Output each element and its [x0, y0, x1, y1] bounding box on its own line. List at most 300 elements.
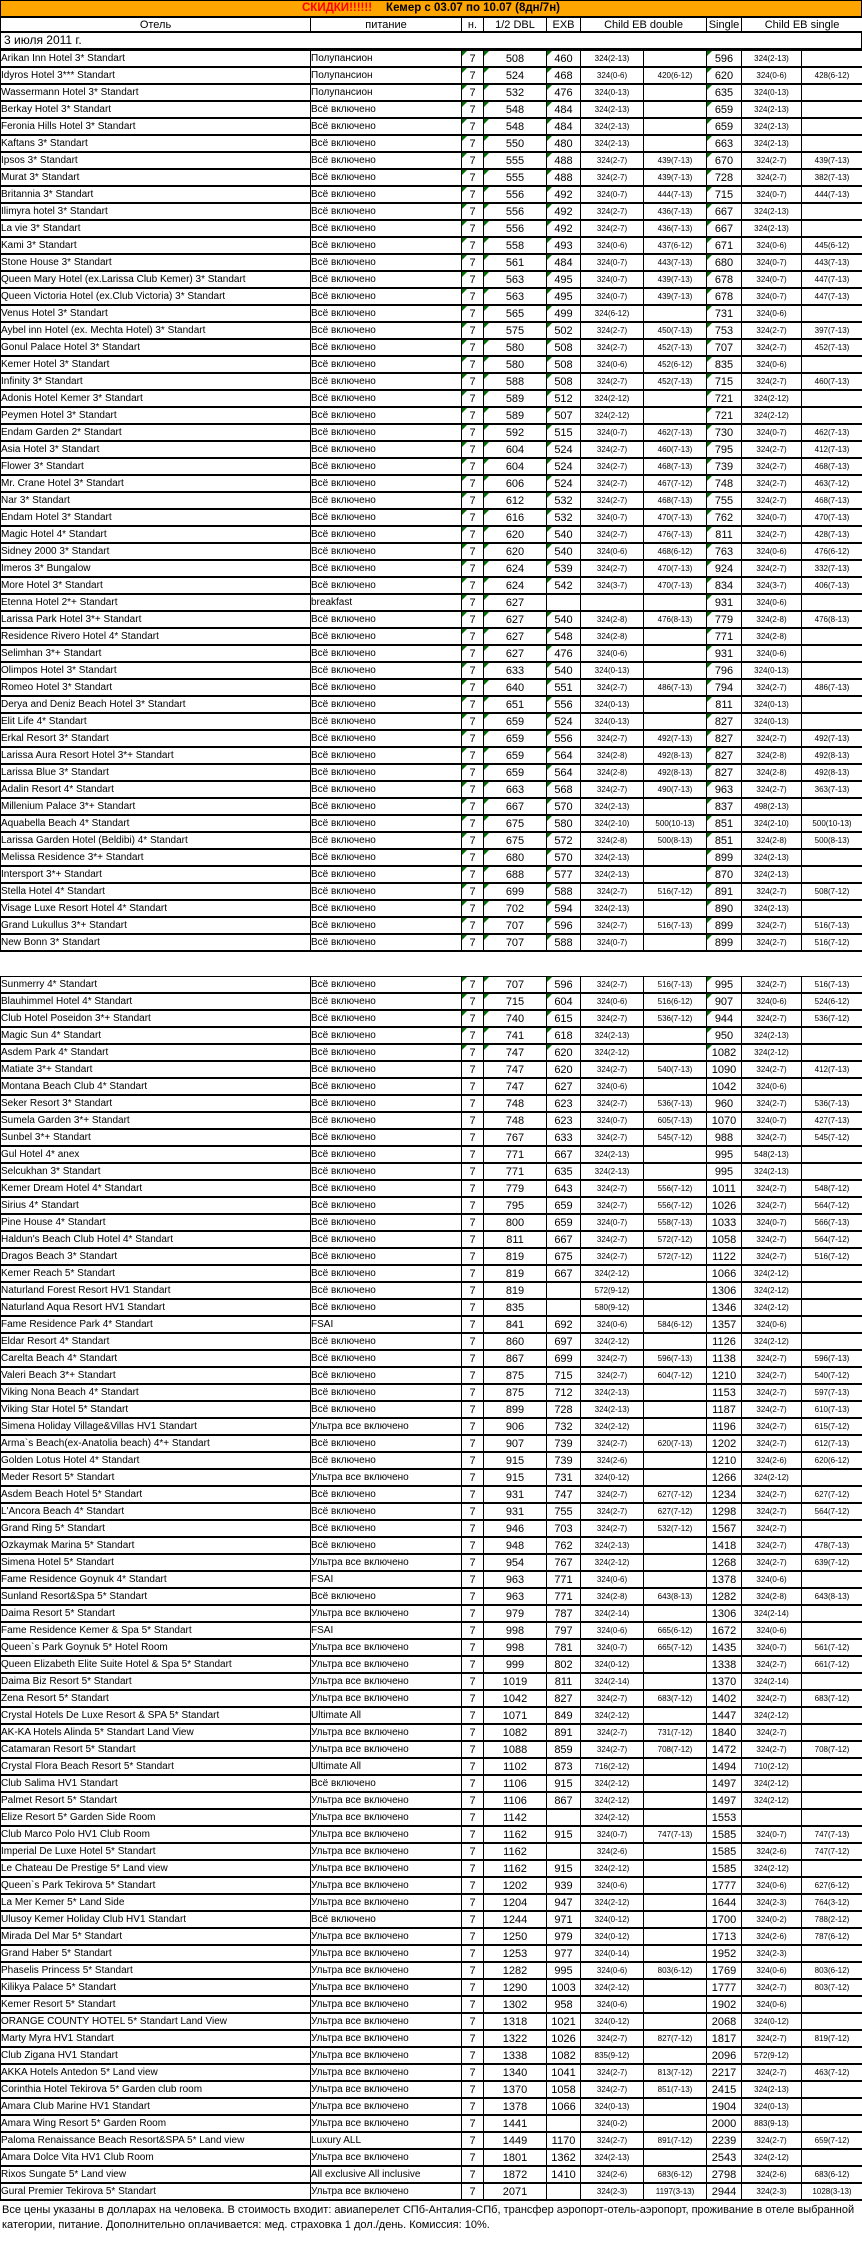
cell-meal: Всё включено: [311, 1112, 462, 1129]
cell-child-sgl-1: 324(2-7): [742, 475, 802, 492]
cell-child-sgl-1: 324(2-13): [742, 849, 802, 866]
cell-meal: Ультра все включено: [311, 2047, 462, 2064]
cell-half-dbl: 771: [484, 1146, 547, 1163]
table-row: [1, 67, 862, 84]
cell-corner-marker-icon: [484, 85, 489, 90]
cell-corner-marker-icon: [707, 816, 712, 821]
cell-exb: 508: [547, 339, 581, 356]
cell-meal: Всё включено: [311, 1129, 462, 1146]
cell-single: 944: [707, 1010, 742, 1027]
cell-child-sgl-2: [802, 118, 862, 135]
table-row: [1, 645, 862, 662]
cell-exb: 484: [547, 254, 581, 271]
cell-exb: 643: [547, 1180, 581, 1197]
cell-child-dbl-1: 324(2-7): [581, 2132, 644, 2149]
cell-exb: 867: [547, 1792, 581, 1809]
cell-nights: 7: [462, 1622, 484, 1639]
cell-child-sgl-2: [802, 1027, 862, 1044]
cell-half-dbl: 915: [484, 1469, 547, 1486]
cell-child-dbl-2: [644, 1571, 707, 1588]
cell-corner-marker-icon: [707, 306, 712, 311]
cell-child-sgl-1: 324(0-7): [742, 254, 802, 271]
cell-single: 1266: [707, 1469, 742, 1486]
cell-child-dbl-2: 627(7-12): [644, 1486, 707, 1503]
cell-corner-marker-icon: [547, 204, 552, 209]
cell-meal: Всё включено: [311, 781, 462, 798]
cell-half-dbl: 627: [484, 611, 547, 628]
cell-single: 1777: [707, 1877, 742, 1894]
table-row: [1, 543, 862, 560]
cell-half-dbl: 651: [484, 696, 547, 713]
cell-single: 995: [707, 1146, 742, 1163]
cell-meal: Ультра все включено: [311, 1843, 462, 1860]
cell-corner-marker-icon: [484, 833, 489, 838]
cell-single: 1268: [707, 1554, 742, 1571]
cell-corner-marker-icon: [462, 782, 467, 787]
cell-child-dbl-2: 492(8-13): [644, 747, 707, 764]
table-row: [1, 1894, 862, 1911]
cell-child-dbl-1: 324(2-13): [581, 51, 644, 68]
cell-child-sgl-2: 468(7-13): [802, 492, 862, 509]
cell-child-sgl-1: [742, 1809, 802, 1826]
cell-child-dbl-1: 324(2-7): [581, 2081, 644, 2098]
cell-child-sgl-2: 536(7-13): [802, 1095, 862, 1112]
cell-corner-marker-icon: [547, 901, 552, 906]
cell-child-sgl-2: 819(7-12): [802, 2030, 862, 2047]
cell-half-dbl: 1142: [484, 1809, 547, 1826]
table-row: [1, 424, 862, 441]
cell-exb: 556: [547, 696, 581, 713]
cell-hotel: Golden Lotus Hotel 4* Standart: [1, 1452, 311, 1469]
cell-exb: 635: [547, 1163, 581, 1180]
table-row: [1, 152, 862, 169]
cell-nights: 7: [462, 2047, 484, 2064]
cell-child-sgl-1: 324(2-13): [742, 1163, 802, 1180]
cell-child-dbl-2: 470(7-13): [644, 577, 707, 594]
cell-single: 1585: [707, 1860, 742, 1877]
cell-child-sgl-2: [802, 1996, 862, 2013]
cell-corner-marker-icon: [484, 527, 489, 532]
cell-hotel: Kemer Hotel 3* Standart: [1, 356, 311, 373]
table-row: [1, 51, 862, 68]
cell-child-dbl-2: 683(7-12): [644, 1690, 707, 1707]
cell-meal: Всё включено: [311, 1775, 462, 1792]
table-row: [1, 1571, 862, 1588]
cell-corner-marker-icon: [484, 102, 489, 107]
cell-child-dbl-1: 324(2-13): [581, 1027, 644, 1044]
cell-child-sgl-2: [802, 1299, 862, 1316]
cell-exb: 915: [547, 1860, 581, 1877]
cell-meal: Всё включено: [311, 1435, 462, 1452]
cell-child-sgl-2: [802, 1469, 862, 1486]
cell-exb: 499: [547, 305, 581, 322]
cell-half-dbl: 1071: [484, 1707, 547, 1724]
cell-child-dbl-1: 835(9-12): [581, 2047, 644, 2064]
cell-exb: 873: [547, 1758, 581, 1775]
cell-exb: 827: [547, 1690, 581, 1707]
cell-child-dbl-2: 468(7-13): [644, 458, 707, 475]
cell-child-dbl-2: 556(7-12): [644, 1197, 707, 1214]
cell-child-dbl-2: [644, 1792, 707, 1809]
cell-child-dbl-2: 813(7-12): [644, 2064, 707, 2081]
cell-child-dbl-1: 324(2-7): [581, 322, 644, 339]
cell-corner-marker-icon: [462, 595, 467, 600]
cell-corner-marker-icon: [484, 204, 489, 209]
cell-corner-marker-icon: [707, 340, 712, 345]
cell-corner-marker-icon: [707, 663, 712, 668]
cell-child-sgl-2: [802, 1809, 862, 1826]
cell-child-sgl-1: 324(0-6): [742, 237, 802, 254]
cell-child-sgl-2: 452(7-13): [802, 339, 862, 356]
cell-child-dbl-1: 324(0-12): [581, 1656, 644, 1673]
cell-child-sgl-2: 397(7-13): [802, 322, 862, 339]
cell-child-sgl-1: 324(3-7): [742, 577, 802, 594]
table-row: [1, 1911, 862, 1928]
col-header-single: Single: [707, 18, 742, 33]
cell-child-sgl-2: [802, 2115, 862, 2132]
cell-child-dbl-2: [644, 1163, 707, 1180]
cell-corner-marker-icon: [462, 153, 467, 158]
cell-child-dbl-2: 476(7-13): [644, 526, 707, 543]
cell-corner-marker-icon: [484, 425, 489, 430]
cell-single: 2068: [707, 2013, 742, 2030]
cell-meal: Всё включено: [311, 1350, 462, 1367]
cell-meal: Всё включено: [311, 764, 462, 781]
table-row: [1, 866, 862, 883]
cell-child-dbl-1: 324(2-8): [581, 764, 644, 781]
cell-hotel: Britannia 3* Standart: [1, 186, 311, 203]
cell-child-dbl-1: 324(2-7): [581, 2030, 644, 2047]
table-row: [1, 1180, 862, 1197]
cell-child-sgl-2: 615(7-12): [802, 1418, 862, 1435]
cell-exb: 802: [547, 1656, 581, 1673]
cell-child-dbl-1: 324(0-6): [581, 993, 644, 1010]
cell-exb: 667: [547, 1231, 581, 1248]
cell-child-dbl-2: [644, 1027, 707, 1044]
cell-exb: 971: [547, 1911, 581, 1928]
cell-corner-marker-icon: [547, 476, 552, 481]
cell-half-dbl: 627: [484, 628, 547, 645]
cell-half-dbl: 1338: [484, 2047, 547, 2064]
cell-child-sgl-1: 324(2-12): [742, 1299, 802, 1316]
cell-child-sgl-1: 324(2-13): [742, 101, 802, 118]
cell-corner-marker-icon: [462, 578, 467, 583]
cell-hotel: Catamaran Resort 5* Standart: [1, 1741, 311, 1758]
cell-nights: 7: [462, 1027, 484, 1044]
cell-half-dbl: 680: [484, 849, 547, 866]
cell-child-sgl-1: 324(2-12): [742, 1707, 802, 1724]
cell-child-dbl-2: 439(7-13): [644, 169, 707, 186]
cell-half-dbl: 663: [484, 781, 547, 798]
table-row: [1, 1418, 862, 1435]
table-row: [1, 1129, 862, 1146]
cell-half-dbl: 906: [484, 1418, 547, 1435]
cell-child-sgl-1: 324(2-7): [742, 169, 802, 186]
cell-child-dbl-2: [644, 1860, 707, 1877]
cell-corner-marker-icon: [484, 340, 489, 345]
cell-child-dbl-1: 324(2-7): [581, 1231, 644, 1248]
cell-child-sgl-2: [802, 1282, 862, 1299]
cell-corner-marker-icon: [707, 476, 712, 481]
cell-corner-marker-icon: [484, 221, 489, 226]
cell-exb: [547, 594, 581, 611]
cell-hotel: Paloma Renaissance Beach Resort&SPA 5* Land view: [1, 2132, 311, 2149]
cell-child-dbl-1: 324(0-7): [581, 934, 644, 951]
cell-half-dbl: 1872: [484, 2166, 547, 2183]
cell-corner-marker-icon: [707, 629, 712, 634]
cell-child-sgl-2: [802, 1146, 862, 1163]
cell-single: 1817: [707, 2030, 742, 2047]
cell-half-dbl: 875: [484, 1367, 547, 1384]
cell-meal: Всё включено: [311, 1197, 462, 1214]
cell-single: 1494: [707, 1758, 742, 1775]
cell-hotel: Grand Ring 5* Standart: [1, 1520, 311, 1537]
cell-meal: Всё включено: [311, 1095, 462, 1112]
table-row: [1, 1299, 862, 1316]
cell-single: 2944: [707, 2183, 742, 2200]
cell-child-sgl-2: 478(7-13): [802, 1537, 862, 1554]
cell-child-sgl-2: [802, 1945, 862, 1962]
table-row: [1, 101, 862, 118]
cell-hotel: Fame Residence Park 4* Standart: [1, 1316, 311, 1333]
cell-half-dbl: 640: [484, 679, 547, 696]
cell-child-dbl-1: 324(0-7): [581, 424, 644, 441]
cell-exb: 484: [547, 118, 581, 135]
cell-child-dbl-1: 324(0-7): [581, 1214, 644, 1231]
cell-child-dbl-1: 324(2-7): [581, 475, 644, 492]
cell-child-sgl-1: 324(2-7): [742, 373, 802, 390]
cell-child-dbl-2: [644, 1843, 707, 1860]
cell-exb: 493: [547, 237, 581, 254]
cell-corner-marker-icon: [547, 119, 552, 124]
cell-child-dbl-2: 627(7-12): [644, 1503, 707, 1520]
cell-meal: Всё включено: [311, 628, 462, 645]
cell-single: 1066: [707, 1265, 742, 1282]
table-row: [1, 662, 862, 679]
cell-child-dbl-1: 324(2-7): [581, 1486, 644, 1503]
cell-corner-marker-icon: [547, 289, 552, 294]
cell-child-dbl-1: 324(2-7): [581, 1520, 644, 1537]
cell-hotel: Flower 3* Standart: [1, 458, 311, 475]
cell-nights: 7: [462, 203, 484, 220]
cell-nights: 7: [462, 2081, 484, 2098]
cell-child-dbl-2: [644, 135, 707, 152]
cell-child-dbl-2: [644, 1656, 707, 1673]
cell-corner-marker-icon: [462, 680, 467, 685]
cell-single: 1058: [707, 1231, 742, 1248]
cell-child-dbl-1: 324(2-7): [581, 1197, 644, 1214]
cell-corner-marker-icon: [484, 748, 489, 753]
cell-hotel: Matiate 3*+ Standart: [1, 1061, 311, 1078]
cell-nights: 7: [462, 254, 484, 271]
cell-exb: 460: [547, 51, 581, 68]
cell-corner-marker-icon: [462, 391, 467, 396]
cell-half-dbl: 675: [484, 832, 547, 849]
cell-child-sgl-2: 747(7-12): [802, 1843, 862, 1860]
cell-meal: Всё включено: [311, 815, 462, 832]
cell-nights: 7: [462, 781, 484, 798]
cell-corner-marker-icon: [547, 697, 552, 702]
cell-corner-marker-icon: [484, 510, 489, 515]
cell-child-dbl-1: 324(0-12): [581, 2013, 644, 2030]
cell-nights: 7: [462, 645, 484, 662]
block-gap: [0, 952, 862, 976]
cell-hotel: Derya and Deniz Beach Hotel 3* Standart: [1, 696, 311, 713]
cell-meal: Всё включено: [311, 1180, 462, 1197]
cell-exb: 615: [547, 1010, 581, 1027]
cell-corner-marker-icon: [547, 357, 552, 362]
cell-meal: Всё включено: [311, 934, 462, 951]
cell-single: 988: [707, 1129, 742, 1146]
cell-child-sgl-2: 548(7-12): [802, 1180, 862, 1197]
cell-child-sgl-1: 324(2-7): [742, 1384, 802, 1401]
table-row: [1, 441, 862, 458]
table-row: [1, 696, 862, 713]
cell-hotel: Kaftans 3* Standart: [1, 135, 311, 152]
cell-child-sgl-2: 447(7-13): [802, 288, 862, 305]
cell-exb: 620: [547, 1061, 581, 1078]
cell-corner-marker-icon: [462, 85, 467, 90]
cell-single: 671: [707, 237, 742, 254]
cell-single: 763: [707, 543, 742, 560]
cell-exb: 703: [547, 1520, 581, 1537]
cell-child-sgl-2: 476(6-12): [802, 543, 862, 560]
table-row: [1, 1469, 862, 1486]
cell-exb: 488: [547, 169, 581, 186]
cell-corner-marker-icon: [484, 119, 489, 124]
cell-meal: FSAI: [311, 1622, 462, 1639]
cell-child-sgl-2: 661(7-12): [802, 1656, 862, 1673]
cell-nights: 7: [462, 2183, 484, 2200]
table-row: [1, 322, 862, 339]
cell-hotel: Larissa Garden Hotel (Beldibi) 4* Standart: [1, 832, 311, 849]
cell-meal: Всё включено: [311, 1265, 462, 1282]
table-row: [1, 1265, 862, 1282]
cell-nights: 7: [462, 560, 484, 577]
cell-child-dbl-2: 443(7-13): [644, 254, 707, 271]
cell-half-dbl: 508: [484, 51, 547, 68]
cell-child-sgl-2: 443(7-13): [802, 254, 862, 271]
cell-child-sgl-1: 324(2-8): [742, 764, 802, 781]
cell-meal: Всё включено: [311, 356, 462, 373]
cell-child-dbl-1: 324(2-12): [581, 1707, 644, 1724]
cell-corner-marker-icon: [484, 323, 489, 328]
cell-child-dbl-1: 324(2-12): [581, 1265, 644, 1282]
cell-corner-marker-icon: [707, 935, 712, 940]
cell-child-sgl-2: [802, 356, 862, 373]
cell-child-dbl-1: 324(0-7): [581, 1826, 644, 1843]
cell-single: 834: [707, 577, 742, 594]
cell-exb: 939: [547, 1877, 581, 1894]
cell-child-dbl-1: 324(2-7): [581, 2064, 644, 2081]
cell-child-sgl-2: 524(6-12): [802, 993, 862, 1010]
cell-nights: 7: [462, 2030, 484, 2047]
cell-half-dbl: 707: [484, 934, 547, 951]
cell-hotel: Amara Dolce Vita HV1 Club Room: [1, 2149, 311, 2166]
cell-corner-marker-icon: [462, 119, 467, 124]
cell-child-sgl-2: [802, 696, 862, 713]
table-row: [1, 1282, 862, 1299]
cell-child-dbl-1: 324(0-12): [581, 1469, 644, 1486]
cell-child-sgl-2: 412(7-13): [802, 1061, 862, 1078]
cell-half-dbl: 748: [484, 1112, 547, 1129]
cell-nights: 7: [462, 1911, 484, 1928]
table-row: [1, 288, 862, 305]
cell-child-dbl-1: 324(2-13): [581, 866, 644, 883]
cell-corner-marker-icon: [462, 1011, 467, 1016]
table-row: [1, 1554, 862, 1571]
cell-corner-marker-icon: [462, 204, 467, 209]
cell-exb: 1003: [547, 1979, 581, 1996]
cell-half-dbl: 915: [484, 1452, 547, 1469]
cell-child-sgl-1: 324(2-7): [742, 1010, 802, 1027]
cell-nights: 7: [462, 1180, 484, 1197]
table-row: [1, 1197, 862, 1214]
cell-single: 2217: [707, 2064, 742, 2081]
cell-nights: 7: [462, 1486, 484, 1503]
cell-child-sgl-1: 324(0-6): [742, 1962, 802, 1979]
cell-single: 2543: [707, 2149, 742, 2166]
cell-corner-marker-icon: [547, 272, 552, 277]
cell-nights: 7: [462, 1656, 484, 1673]
cell-exb: 787: [547, 1605, 581, 1622]
cell-half-dbl: 767: [484, 1129, 547, 1146]
cell-child-sgl-2: [802, 2098, 862, 2115]
cell-corner-marker-icon: [707, 799, 712, 804]
cell-exb: 1082: [547, 2047, 581, 2064]
cell-exb: 508: [547, 373, 581, 390]
cell-child-dbl-2: 470(7-13): [644, 509, 707, 526]
cell-half-dbl: 563: [484, 288, 547, 305]
cell-half-dbl: 819: [484, 1265, 547, 1282]
cell-meal: Всё включено: [311, 832, 462, 849]
cell-half-dbl: 1244: [484, 1911, 547, 1928]
column-header-row: [1, 18, 862, 33]
cell-corner-marker-icon: [484, 136, 489, 141]
cell-exb: [547, 2115, 581, 2132]
cell-child-sgl-2: 332(7-13): [802, 560, 862, 577]
cell-single: 707: [707, 339, 742, 356]
table-row: [1, 339, 862, 356]
cell-exb: 508: [547, 356, 581, 373]
cell-exb: 476: [547, 645, 581, 662]
cell-corner-marker-icon: [707, 748, 712, 753]
cell-half-dbl: 954: [484, 1554, 547, 1571]
cell-corner-marker-icon: [707, 901, 712, 906]
cell-meal: Ультра все включено: [311, 1605, 462, 1622]
cell-child-dbl-2: [644, 118, 707, 135]
cell-corner-marker-icon: [484, 663, 489, 668]
cell-child-sgl-1: 324(2-7): [742, 441, 802, 458]
cell-hotel: Asdem Park 4* Standart: [1, 1044, 311, 1061]
cell-single: 1210: [707, 1452, 742, 1469]
cell-half-dbl: 1019: [484, 1673, 547, 1690]
table-row: [1, 2149, 862, 2166]
cell-corner-marker-icon: [484, 357, 489, 362]
cell-nights: 7: [462, 305, 484, 322]
cell-corner-marker-icon: [547, 935, 552, 940]
cell-child-sgl-2: [802, 594, 862, 611]
cell-nights: 7: [462, 1758, 484, 1775]
cell-child-dbl-2: 556(7-12): [644, 1180, 707, 1197]
cell-single: 899: [707, 917, 742, 934]
cell-corner-marker-icon: [484, 272, 489, 277]
cell-half-dbl: 715: [484, 993, 547, 1010]
cell-hotel: AK-KA Hotels Alinda 5* Standart Land View: [1, 1724, 311, 1741]
cell-half-dbl: 931: [484, 1486, 547, 1503]
cell-single: 762: [707, 509, 742, 526]
cell-half-dbl: 931: [484, 1503, 547, 1520]
